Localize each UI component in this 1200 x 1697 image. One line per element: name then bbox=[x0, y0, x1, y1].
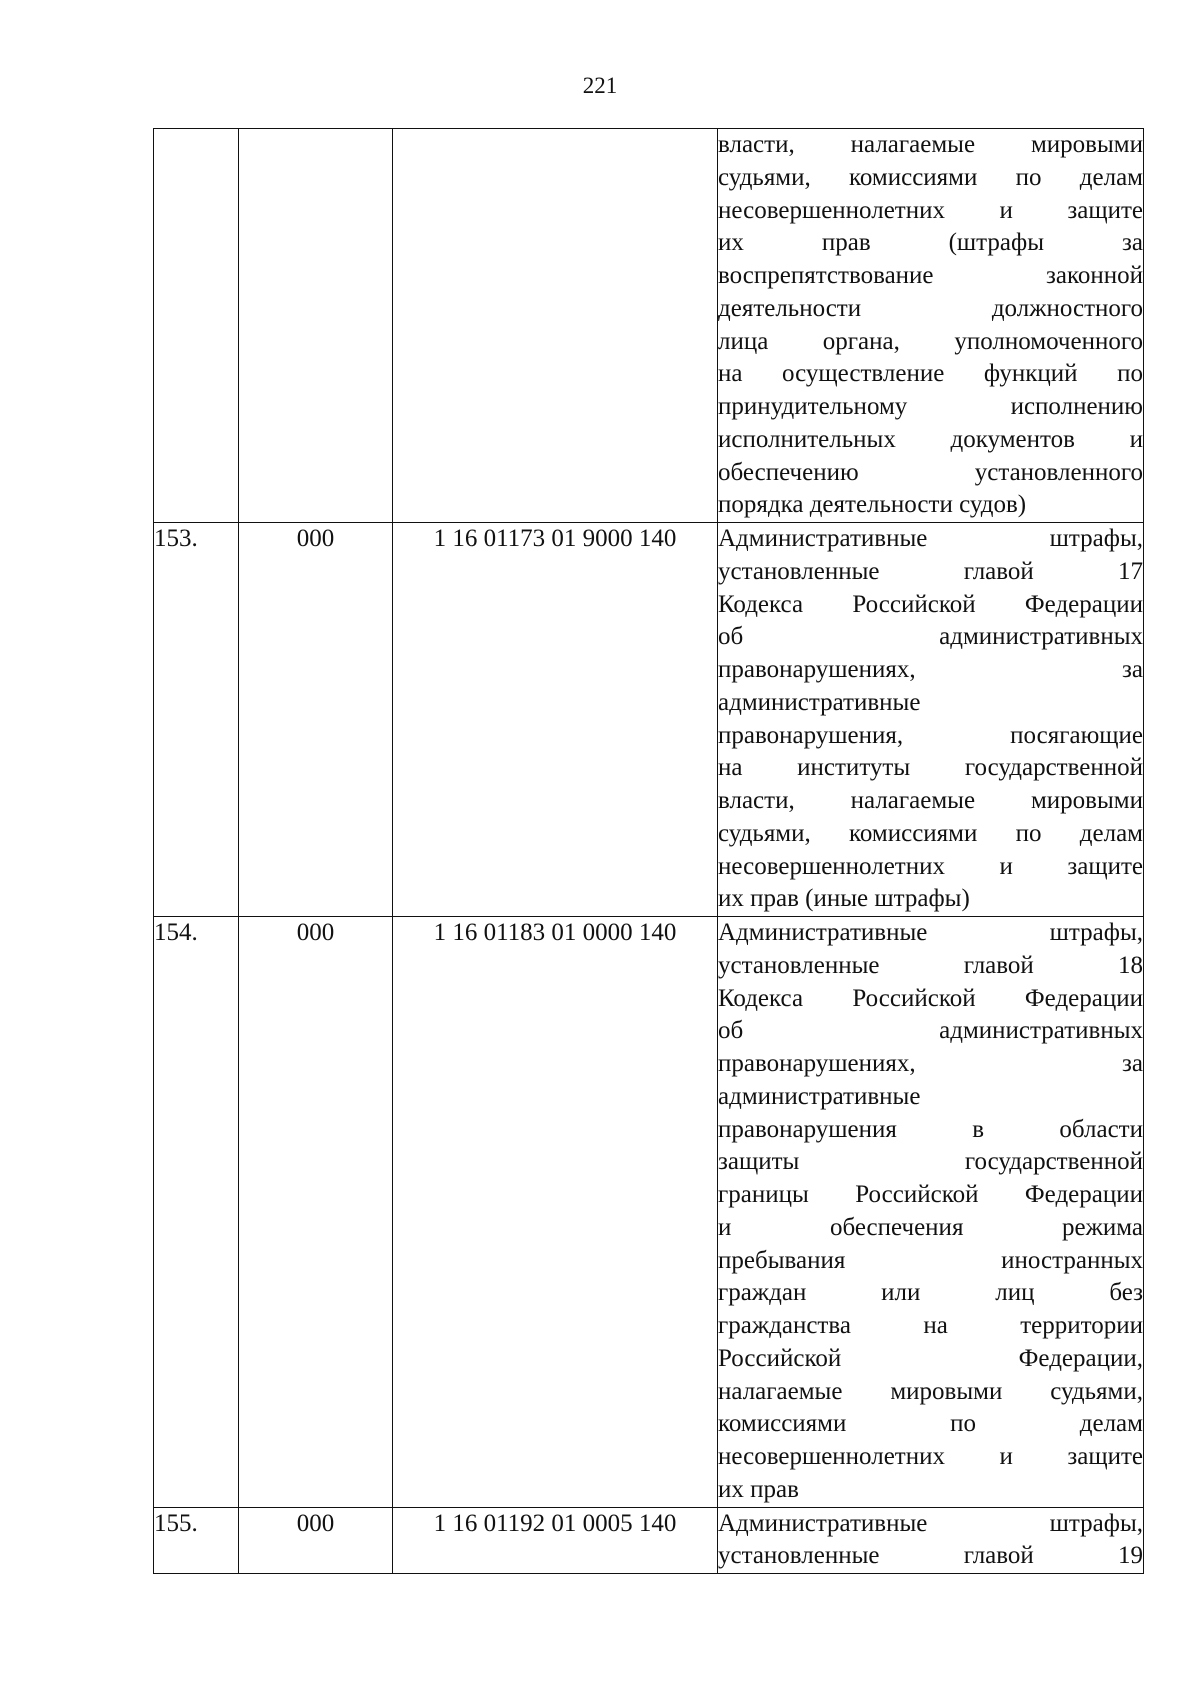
description-word: посягающие bbox=[1010, 721, 1143, 749]
description-line bbox=[718, 1441, 1143, 1474]
description-line bbox=[718, 950, 1143, 983]
description-line bbox=[718, 1146, 1143, 1179]
description-word: Федерации bbox=[1024, 590, 1143, 618]
description-line bbox=[718, 687, 1143, 720]
description-word: судьями, bbox=[718, 163, 811, 191]
description-word: по bbox=[1015, 163, 1042, 191]
description-word: и bbox=[999, 852, 1013, 880]
description-line bbox=[718, 1015, 1143, 1048]
description-line bbox=[718, 1474, 1143, 1507]
description-word: исполнительных bbox=[718, 425, 896, 453]
description-line bbox=[718, 1343, 1143, 1376]
description-line bbox=[718, 260, 1143, 293]
description-word: главой bbox=[963, 1542, 1034, 1570]
description-word: административных bbox=[939, 1017, 1143, 1045]
description-word: обеспечению bbox=[718, 458, 859, 486]
description-word: воспрепятствование bbox=[718, 262, 934, 289]
budget-classification-code-cell bbox=[393, 129, 718, 523]
description-word: штрафы, bbox=[1049, 1509, 1143, 1537]
description-line bbox=[718, 1540, 1143, 1573]
description-word: налагаемые bbox=[718, 1377, 843, 1405]
description-word: лиц bbox=[995, 1279, 1035, 1307]
description-word: Федерации bbox=[1024, 984, 1143, 1012]
description-word: штрафы, bbox=[1049, 919, 1143, 946]
description-word: делам bbox=[1079, 1410, 1143, 1438]
description-line bbox=[718, 1310, 1143, 1343]
description-word: институты bbox=[797, 754, 911, 782]
description-word: гражданства bbox=[718, 1312, 851, 1339]
description-word: и bbox=[999, 1443, 1013, 1470]
description-word: защиты bbox=[718, 1148, 800, 1176]
description-cell bbox=[718, 917, 1144, 1508]
description-word: за bbox=[1122, 1050, 1143, 1077]
row-number-cell: 153. bbox=[154, 523, 239, 917]
description-line bbox=[718, 1048, 1143, 1081]
table-row bbox=[154, 1507, 1144, 1574]
description-word: главой bbox=[963, 557, 1034, 585]
description-line bbox=[718, 457, 1143, 490]
description-word: лица bbox=[718, 327, 769, 355]
description-word: и bbox=[999, 196, 1013, 224]
description-line bbox=[718, 489, 1143, 522]
description-word: деятельности bbox=[718, 294, 862, 322]
description-word: порядка деятельности судов) bbox=[718, 491, 1027, 519]
description-line bbox=[718, 358, 1143, 391]
description-word: государственной bbox=[964, 754, 1143, 782]
description-line bbox=[718, 1408, 1143, 1441]
description-cell bbox=[718, 1507, 1144, 1574]
description-word: Российской bbox=[852, 590, 976, 618]
table-row bbox=[154, 129, 1144, 523]
budget-classification-code-cell: 1 16 01183 01 0000 140 bbox=[393, 917, 718, 1508]
description-word: функций bbox=[983, 360, 1078, 388]
description-line bbox=[718, 917, 1143, 950]
description-line bbox=[718, 1081, 1143, 1114]
description-word: мировыми bbox=[1030, 787, 1143, 814]
description-line bbox=[718, 654, 1143, 687]
description-word: режима bbox=[1062, 1213, 1143, 1241]
description-word: должностного bbox=[991, 294, 1143, 322]
description-word: правонарушениях, bbox=[718, 1050, 916, 1077]
description-word: уполномоченного bbox=[954, 327, 1143, 355]
description-line bbox=[718, 424, 1143, 457]
table-row bbox=[154, 523, 1144, 917]
description-word: об bbox=[718, 1017, 744, 1045]
description-word: граждан bbox=[718, 1279, 807, 1307]
description-word: установленные bbox=[718, 557, 880, 585]
description-word: 18 bbox=[1117, 951, 1143, 979]
description-word: мировыми bbox=[890, 1377, 1003, 1405]
description-word: границы bbox=[718, 1181, 809, 1208]
description-line bbox=[718, 326, 1143, 359]
description-line bbox=[718, 1376, 1143, 1409]
description-line bbox=[718, 293, 1143, 326]
description-word: документов bbox=[950, 425, 1075, 453]
description-word: правонарушения bbox=[718, 1115, 897, 1143]
description-word: судьями, bbox=[1050, 1377, 1143, 1405]
description-line bbox=[718, 983, 1143, 1016]
description-word: налагаемые bbox=[850, 787, 976, 814]
description-line bbox=[718, 523, 1143, 556]
description-line bbox=[718, 1179, 1143, 1212]
description-word: области bbox=[1059, 1115, 1143, 1143]
description-word: Российской bbox=[718, 1344, 842, 1372]
page-number: 221 bbox=[582, 73, 618, 98]
description-word: на bbox=[718, 754, 743, 782]
description-word: установленные bbox=[718, 1542, 880, 1570]
description-word: комиссиями bbox=[849, 819, 978, 847]
description-word: правонарушениях, bbox=[718, 656, 916, 683]
description-line bbox=[718, 556, 1143, 589]
description-line bbox=[718, 818, 1143, 851]
description-line bbox=[718, 1508, 1143, 1541]
description-word: по bbox=[950, 1410, 977, 1438]
table-row bbox=[154, 917, 1144, 1508]
description-line bbox=[718, 883, 1143, 916]
description-line bbox=[718, 621, 1143, 654]
description-word: государственной bbox=[964, 1148, 1143, 1176]
budget-classification-code-cell: 1 16 01192 01 0005 140 bbox=[393, 1507, 718, 1574]
description-word: несовершеннолетних bbox=[718, 1443, 945, 1470]
description-word: Федерации bbox=[1024, 1181, 1143, 1208]
description-word: их прав bbox=[718, 1475, 799, 1503]
description-line bbox=[718, 1212, 1143, 1245]
description-line bbox=[718, 1245, 1143, 1278]
description-word: принудительному bbox=[718, 393, 908, 420]
description-word: и bbox=[718, 1213, 732, 1241]
description-word: законной bbox=[1046, 262, 1143, 289]
description-word: судьями, bbox=[718, 819, 811, 847]
description-word: штрафы, bbox=[1049, 525, 1143, 552]
description-line bbox=[718, 752, 1143, 785]
description-word: правонарушения, bbox=[718, 721, 904, 749]
description-line bbox=[718, 720, 1143, 753]
budget-codes-table bbox=[153, 128, 1144, 1574]
description-word: об bbox=[718, 623, 744, 651]
description-word: на bbox=[923, 1312, 948, 1339]
description-line bbox=[718, 391, 1143, 424]
description-line bbox=[718, 851, 1143, 884]
description-word: делам bbox=[1079, 163, 1143, 191]
description-line bbox=[718, 1277, 1143, 1310]
administrator-code-cell: 000 bbox=[239, 1507, 393, 1574]
description-word: органа, bbox=[822, 327, 900, 355]
description-word: за bbox=[1121, 229, 1143, 257]
description-word: Кодекса bbox=[718, 590, 804, 618]
description-word: главой bbox=[963, 951, 1034, 979]
description-line bbox=[718, 227, 1143, 260]
description-word: Административные bbox=[718, 919, 928, 946]
description-word: или bbox=[881, 1279, 921, 1307]
description-word: Российской bbox=[852, 984, 976, 1012]
description-word: Административные bbox=[718, 1509, 928, 1537]
description-word: Российской bbox=[855, 1181, 979, 1208]
description-word: административных bbox=[939, 623, 1143, 651]
description-word: установленные bbox=[718, 951, 880, 979]
description-word: несовершеннолетних bbox=[718, 852, 945, 880]
administrator-code-cell: 000 bbox=[239, 917, 393, 1508]
description-line bbox=[718, 162, 1143, 195]
description-word: иностранных bbox=[1001, 1246, 1143, 1274]
description-word: Кодекса bbox=[718, 984, 804, 1012]
description-line bbox=[718, 129, 1143, 162]
description-word: за bbox=[1122, 656, 1143, 683]
description-word: без bbox=[1109, 1279, 1143, 1307]
description-word: несовершеннолетних bbox=[718, 196, 945, 224]
description-word: защите bbox=[1067, 852, 1143, 880]
description-word: на bbox=[718, 360, 743, 388]
description-word: налагаемые bbox=[850, 131, 976, 158]
description-word: комиссиями bbox=[718, 1410, 847, 1438]
description-word: по bbox=[1117, 360, 1143, 388]
row-number-cell: 155. bbox=[154, 1507, 239, 1574]
description-word: Административные bbox=[718, 525, 928, 552]
description-line bbox=[718, 785, 1143, 818]
description-word: пребывания bbox=[718, 1246, 846, 1274]
description-word: (штрафы bbox=[948, 229, 1045, 257]
description-word: Федерации, bbox=[1018, 1344, 1143, 1372]
row-number-cell: 154. bbox=[154, 917, 239, 1508]
description-line bbox=[718, 1114, 1143, 1147]
description-word: 19 bbox=[1117, 1542, 1143, 1570]
description-line bbox=[718, 589, 1143, 622]
description-word: территории bbox=[1020, 1312, 1143, 1339]
description-word: мировыми bbox=[1030, 131, 1143, 158]
description-cell bbox=[718, 523, 1144, 917]
administrator-code-cell bbox=[239, 129, 393, 523]
description-word: и bbox=[1129, 425, 1143, 453]
description-word: исполнению bbox=[1010, 393, 1143, 420]
description-word: прав bbox=[821, 229, 871, 257]
description-word: по bbox=[1015, 819, 1042, 847]
description-word: их прав (иные штрафы) bbox=[718, 885, 970, 913]
description-word: административные bbox=[718, 1082, 921, 1110]
description-word: власти, bbox=[718, 787, 795, 814]
description-word: установленного bbox=[974, 458, 1143, 486]
row-number-cell bbox=[154, 129, 239, 523]
budget-classification-code-cell: 1 16 01173 01 9000 140 bbox=[393, 523, 718, 917]
description-line bbox=[718, 195, 1143, 228]
description-word: осуществление bbox=[782, 360, 945, 388]
description-cell bbox=[718, 129, 1144, 523]
description-word: комиссиями bbox=[849, 163, 978, 191]
description-word: 17 bbox=[1117, 557, 1143, 585]
description-word: обеспечения bbox=[829, 1213, 964, 1241]
description-word: в bbox=[972, 1115, 985, 1143]
description-word: их bbox=[718, 229, 744, 257]
description-word: защите bbox=[1067, 196, 1143, 224]
description-word: делам bbox=[1079, 819, 1143, 847]
description-word: административные bbox=[718, 688, 921, 716]
description-word: власти, bbox=[718, 131, 795, 158]
administrator-code-cell: 000 bbox=[239, 523, 393, 917]
description-word: защите bbox=[1067, 1443, 1143, 1470]
